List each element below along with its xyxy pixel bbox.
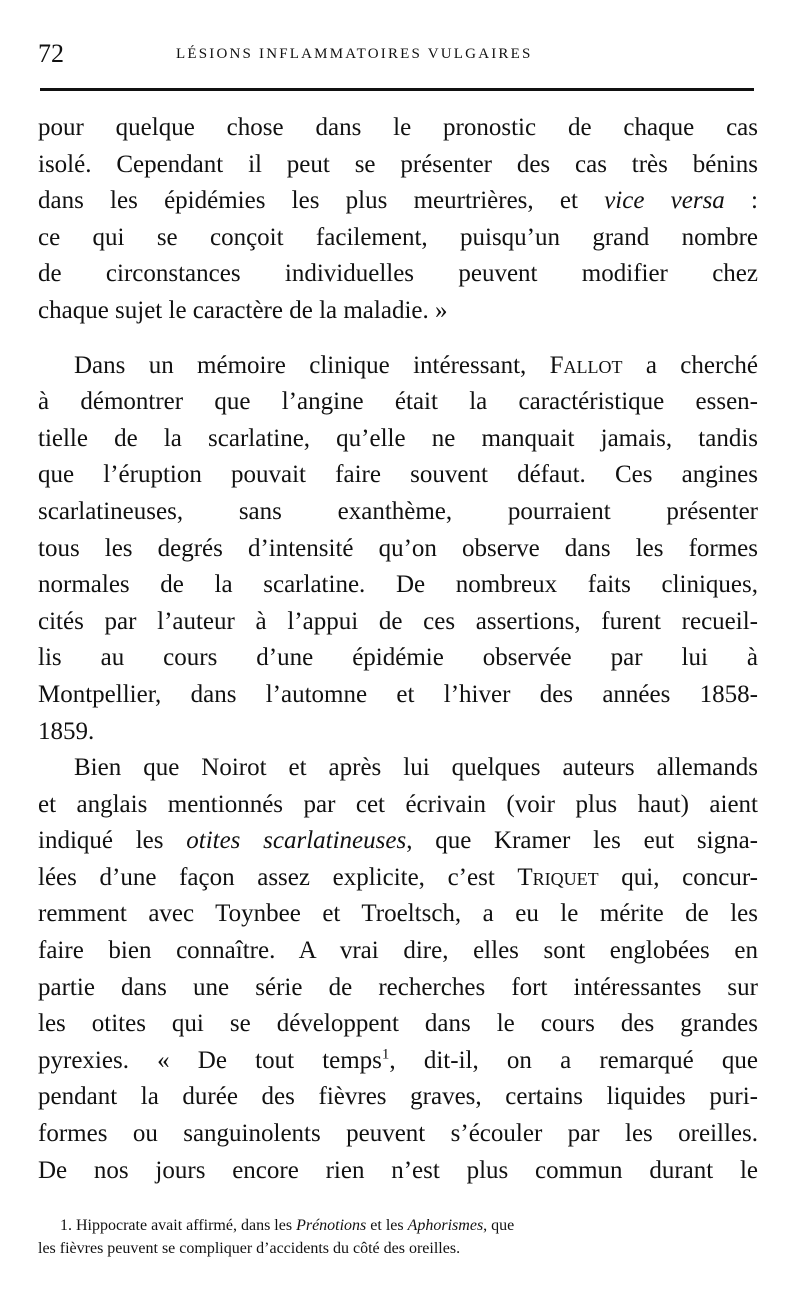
- text-line: les otites qui se développent dans le cours des grandes: [38, 1010, 758, 1038]
- text-line: 1859.: [38, 717, 95, 745]
- paragraph-3: [38, 750, 758, 1189]
- text-line: Montpellier, dans l’automne et l’hiver des années 1858-: [38, 680, 758, 708]
- text-line: scarlatineuses, sans exanthème, pourraient présenter: [38, 497, 758, 525]
- footnote-marker: 1: [381, 1046, 390, 1063]
- text-line: lées d’une façon assez explicite, c’est Triquet qui, concur-: [38, 863, 758, 891]
- italic-phrase: vice versa: [604, 187, 725, 215]
- page-header: [38, 38, 756, 78]
- text-line: remment avec Toynbee et Troeltsch, a eu le mérite de les: [38, 900, 758, 928]
- text-line: formes ou sanguinolents peuvent s’écouler par les oreilles.: [38, 1120, 758, 1148]
- running-head: LÉSIONS INFLAMMATOIRES VULGAIRES: [176, 46, 533, 62]
- text-line: pour quelque chose dans le pronostic de chaque cas: [38, 114, 758, 141]
- paragraph-1: [38, 110, 758, 330]
- author-name: Triquet: [517, 863, 599, 891]
- body-text: [38, 110, 758, 1189]
- author-name: Fallot: [549, 351, 623, 379]
- text-line: Bien que Noirot et après lui quelques auteurs allemands: [74, 754, 758, 782]
- page-number: 72: [38, 39, 64, 68]
- text-line: normales de la scarlatine. De nombreux faits cliniques,: [38, 571, 758, 599]
- text-line: à démontrer que l’angine était la caractéristique essen-: [38, 388, 758, 416]
- text-line: pyrexies. « De tout temps$^1$, dit-il, on a remarqué que: [38, 1046, 759, 1074]
- footnote-line: les fièvres peuvent se compliquer d’accidents du côté des oreilles.: [38, 1240, 461, 1257]
- text-line: tielle de la scarlatine, qu’elle ne manquait jamais, tandis: [38, 424, 758, 452]
- footnote-number: 1.: [60, 1217, 72, 1234]
- text-line: indiqué les otites scarlatineuses, que Kramer les eut signa-: [38, 827, 758, 855]
- header-rule: [40, 88, 754, 91]
- text-line: partie dans une série de recherches fort intéressantes sur: [38, 973, 758, 1001]
- text-line: tous les degrés d’intensité qu’on observe dans les formes: [38, 534, 758, 562]
- footnote-line: 1. Hippocrate avait affirmé, dans les Prénotions et les Aphorismes, que: [60, 1217, 515, 1234]
- text-line: cités par l’auteur à l’appui de ces assertions, furent recueil-: [38, 607, 758, 635]
- text-line: chaque sujet le caractère de la maladie. »: [38, 296, 448, 324]
- text-line: ce qui se conçoit facilement, puisqu’un grand nombre: [38, 223, 758, 251]
- text-line: isolé. Cependant il peut se présenter des cas très bénins: [38, 150, 758, 178]
- italic-phrase: otites scarlatineuses: [186, 827, 407, 855]
- text-line: De nos jours encore rien n’est plus commun durant le: [38, 1156, 758, 1184]
- footnote: [38, 1214, 758, 1260]
- text-line: que l’éruption pouvait faire souvent défaut. Ces angines: [38, 461, 758, 489]
- text-line: de circonstances individuelles peuvent modifier chez: [38, 260, 758, 288]
- text-line: dans les épidémies les plus meurtrières, et vice versa :: [38, 187, 758, 215]
- italic-title: Prénotions: [296, 1217, 367, 1234]
- text-line: Dans un mémoire clinique intéressant, Fallot a cherché: [74, 351, 758, 379]
- text-line: lis au cours d’une épidémie observée par lui à: [38, 644, 758, 672]
- text-line: pendant la durée des fièvres graves, certains liquides puri-: [38, 1083, 758, 1111]
- text-line: faire bien connaître. A vrai dire, elles sont englobées en: [38, 937, 758, 965]
- italic-title: Aphorismes: [407, 1217, 484, 1234]
- text-line: et anglais mentionnés par cet écrivain (voir plus haut) aient: [38, 790, 758, 818]
- paragraph-2: [38, 348, 758, 751]
